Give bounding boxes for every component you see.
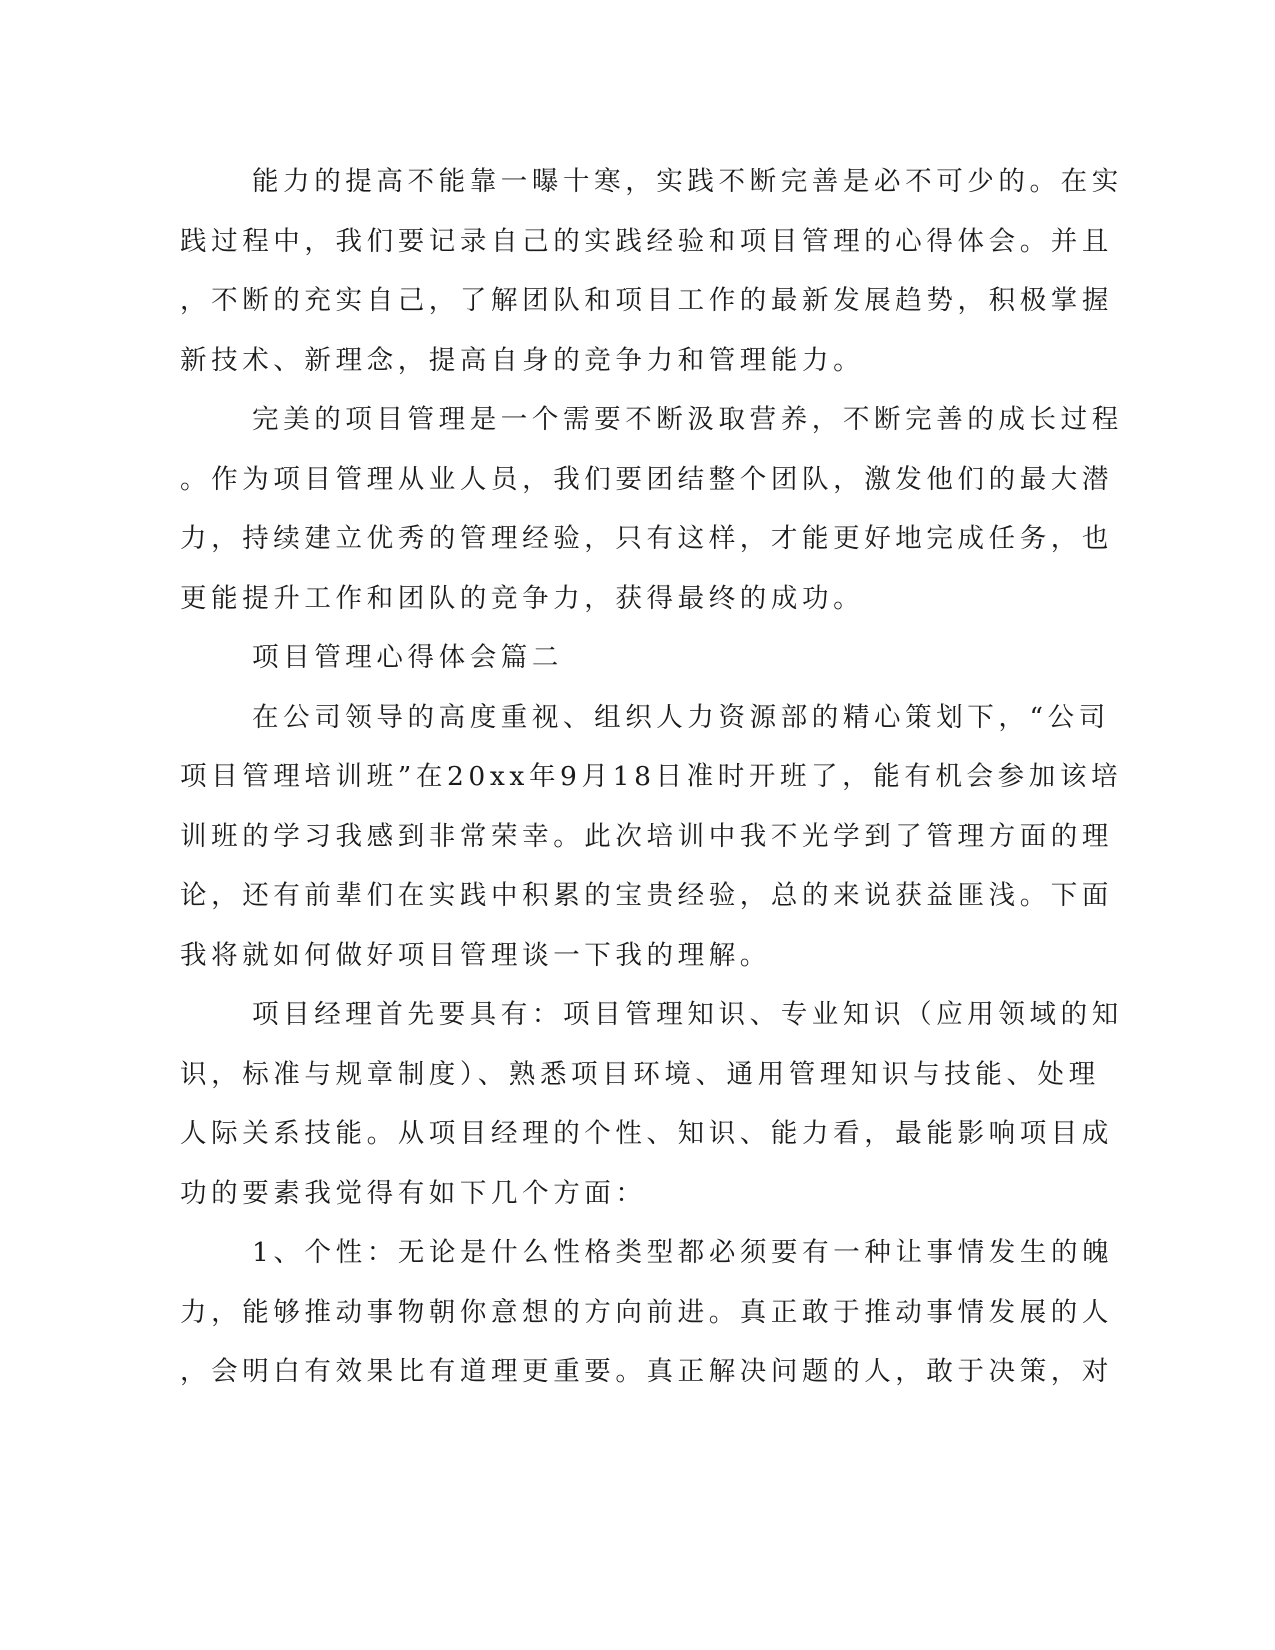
text-line: 项目管理培训班”在20xx年9月18日准时开班了，能有机会参加该培: [180, 761, 1123, 792]
text-line: 训班的学习我感到非常荣幸。此次培训中我不光学到了管理方面的理: [180, 820, 1113, 852]
paragraph-perfect-management: [180, 390, 1123, 628]
section-heading: [180, 628, 1040, 688]
text-line: 力，能够推动事物朝你意想的方向前进。真正敢于推动事情发展的人: [180, 1296, 1113, 1328]
text-line: 论，还有前辈们在实践中积累的宝贵经验，总的来说获益匪浅。下面: [180, 880, 1113, 911]
paragraph-manager-requirements: [180, 985, 1123, 1223]
text-line: ，会明白有效果比有道理更重要。真正解决问题的人，敢于决策，对: [180, 1356, 1113, 1387]
document-page: [180, 152, 1123, 1402]
paragraph-practice: [180, 152, 1123, 390]
text-line: 我将就如何做好项目管理谈一下我的理解。: [180, 939, 771, 971]
text-line: 能力的提高不能靠一曝十寒，实践不断完善是必不可少的。在实: [252, 166, 1123, 197]
paragraph-personality: [180, 1223, 1114, 1402]
text-line: 。作为项目管理从业人员，我们要团结整个团队，激发他们的最大潜: [180, 463, 1113, 495]
text-line: 更能提升工作和团队的竞争力，获得最终的成功。: [180, 582, 865, 614]
text-line: ，不断的充实自己，了解团队和项目工作的最新发展趋势，积极掌握: [180, 285, 1113, 316]
text-line: 功的要素我觉得有如下几个方面：: [180, 1177, 647, 1209]
text-line: 新技术、新理念，提高自身的竞争力和管理能力。: [180, 344, 865, 376]
text-line: 项目经理首先要具有：项目管理知识、专业知识（应用领域的知: [252, 999, 1123, 1030]
text-line: 完美的项目管理是一个需要不断汲取营养，不断完善的成长过程: [252, 404, 1123, 435]
paragraph-training: [180, 688, 1123, 986]
text-line: 识，标准与规章制度）、熟悉项目环境、通用管理知识与技能、处理: [180, 1058, 1100, 1090]
text-line: 在公司领导的高度重视、组织人力资源部的精心策划下，“公司: [252, 701, 1110, 733]
text-line: 人际关系技能。从项目经理的个性、知识、能力看，最能影响项目成: [180, 1118, 1113, 1149]
text-line: 践过程中，我们要记录自己的实践经验和项目管理的心得体会。并且: [180, 225, 1113, 257]
text-line: 力，持续建立优秀的管理经验，只有这样，才能更好地完成任务，也: [180, 523, 1113, 554]
text-line: 1、个性：无论是什么性格类型都必须要有一种让事情发生的魄: [252, 1237, 1114, 1268]
section-heading-text: 项目管理心得体会篇二: [252, 642, 563, 673]
